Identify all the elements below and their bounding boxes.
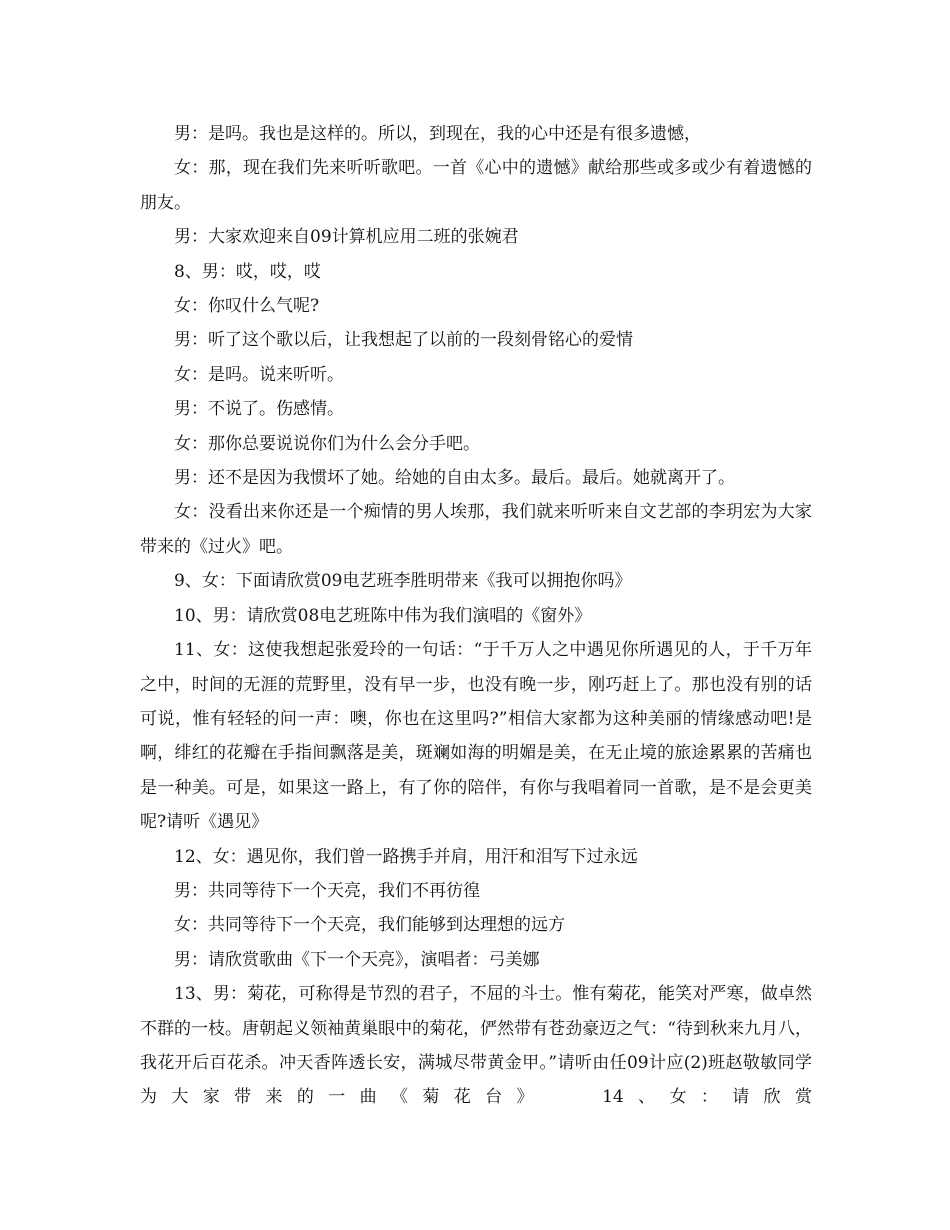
- paragraph: 女：共同等待下一个天亮，我们能够到达理想的远方: [174, 915, 565, 936]
- paragraph: 9、女：下面请欣赏09电艺班李胜明带来《我可以拥抱你吗》: [174, 571, 632, 592]
- paragraph: 女：你叹什么气呢?: [174, 296, 320, 317]
- paragraph: 女：是吗。说来听听。: [174, 364, 344, 385]
- paragraph: 10、男：请欣赏08电艺班陈中伟为我们演唱的《窗外》: [174, 605, 592, 626]
- paragraph: 男：是吗。我也是这样的。所以，到现在，我的心中还是有很多遗憾，: [174, 124, 701, 144]
- paragraph: 13、男：菊花，可称得是节烈的君子，不屈的斗士。惟有菊花，能笑对严寒，做卓然不群的一枝。唐朝起义领袖黄巢眼中的菊花，俨然带有苍劲豪迈之气：“待到秋来九月八，我花开后百花杀。冲天香阵透长安，满城尽带黄金甲。”请听由任09计应(2)班赵敬敏同学为大家带来的一曲《菊花台》 14、女：请欣赏: [140, 984, 812, 1108]
- paragraph: 男：大家欢迎来自09计算机应用二班的张婉君: [174, 227, 519, 248]
- paragraph: 男：不说了。伤感情。: [174, 399, 344, 420]
- paragraph: 女：没看出来你还是一个痴情的男人埃那，我们就来听听来自文艺部的李玥宏为大家带来的《过火》吧。: [140, 502, 812, 557]
- document-body: [140, 117, 812, 1115]
- paragraph: 女：那，现在我们先来听听歌吧。一首《心中的遗憾》献给那些或多或少有着遗憾的朋友。: [140, 158, 812, 213]
- paragraph: 男：请欣赏歌曲《下一个天亮》，演唱者：弓美娜: [174, 949, 540, 970]
- paragraph: 11、女：这使我想起张爱玲的一句话：“于千万人之中遇见你所遇见的人，于千万年之中，时间的无涯的荒野里，没有早一步，也没有晚一步，刚巧赶上了。那也没有别的话可说，惟有轻轻的问一声：噢，你也在这里吗?”相信大家都为这种美丽的情缘感动吧!是啊，绯红的花瓣在手指间飘落是美，斑斓如海的明媚是美，在无止境的旅途累累的苦痛也是一种美。可是，如果这一路上，有了你的陪伴，有你与我唱着同一首歌，是不是会更美呢?请听《遇见》: [140, 640, 812, 833]
- paragraph: 男：听了这个歌以后，让我想起了以前的一段刻骨铭心的爱情: [174, 330, 633, 351]
- paragraph: 8、男：哎，哎，哎: [174, 261, 321, 282]
- paragraph: 女：那你总要说说你们为什么会分手吧。: [174, 433, 480, 454]
- paragraph: 12、女：遇见你，我们曾一路携手并肩，用汗和泪写下过永远: [174, 846, 638, 867]
- paragraph: 男：还不是因为我惯坏了她。给她的自由太多。最后。最后。她就离开了。: [174, 468, 735, 489]
- paragraph: 男：共同等待下一个天亮，我们不再彷徨: [174, 880, 480, 901]
